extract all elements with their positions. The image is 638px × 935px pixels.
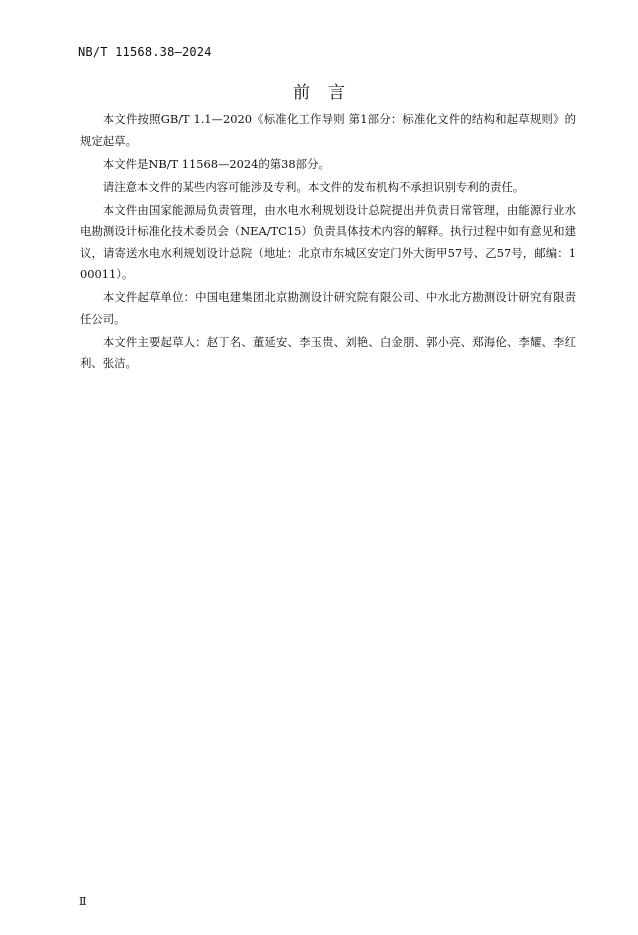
document-code: NB/T 11568.38—2024 [78, 45, 212, 59]
paragraph-management: 本文件由国家能源局负责管理，由水电水利规划设计总院提出并负责日常管理，由能源行业水电勘测设计标准化技术委员会（NEA/TC15）负责具体技术内容的解释。执行过程中如有意见和建议，请寄送水电水利规划设计总院（地址：北京市东城区安定门外大街甲57号、乙57号，邮编：100011）。 [80, 202, 576, 281]
page-title: 前言 [293, 83, 363, 103]
paragraph-drafting-rules: 本文件按照GB/T 1.1—2020《标准化工作导则 第1部分：标准化文件的结构和起草规则》的规定起草。 [80, 112, 576, 148]
page-number: Ⅱ [79, 895, 87, 908]
foreword-body [80, 109, 576, 375]
paragraph-part-number: 本文件是NB/T 11568—2024的第38部分。 [102, 156, 330, 171]
paragraph-patent-notice: 请注意本文件的某些内容可能涉及专利。本文件的发布机构不承担识别专利的责任。 [102, 179, 525, 194]
paragraph-drafters: 本文件主要起草人：赵丁名、董延安、李玉贵、刘艳、白金朋、郭小亮、郑海伦、李耀、李红利、张洁。 [80, 334, 576, 370]
paragraph-drafting-units: 本文件起草单位：中国电建集团北京勘测设计研究院有限公司、中水北方勘测设计研究有限责任公司。 [80, 290, 576, 326]
